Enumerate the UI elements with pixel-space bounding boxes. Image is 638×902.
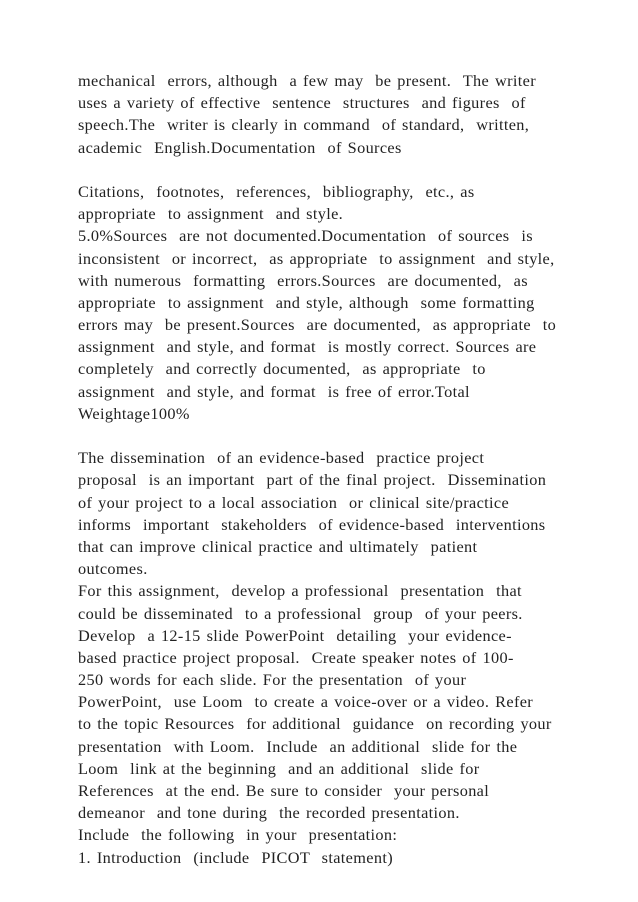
text-line: errors may be present.Sources are documented, as appropriate to — [78, 315, 557, 335]
text-line: with numerous formatting errors.Sources are documented, as — [78, 270, 528, 290]
text-line: mechanical errors, although a few may be present. The writer — [78, 71, 536, 90]
text-line: outcomes. — [78, 559, 148, 579]
text-line: Weightage100% — [78, 403, 190, 423]
text-line: Develop a 12-15 slide PowerPoint detailing your evidence- — [78, 625, 512, 645]
text-line: that can improve clinical practice and ultimately patient — [78, 536, 478, 556]
text-line: appropriate to assignment and style, although some formatting — [78, 292, 535, 312]
paragraph-rubric-documentation — [78, 181, 618, 425]
text-line: academic English.Documentation of Sources — [78, 137, 402, 157]
text-line: proposal is an important part of the final project. Dissemination — [78, 470, 547, 490]
paragraph-gap — [78, 159, 618, 181]
text-line: appropriate to assignment and style. — [78, 204, 344, 224]
paragraph-rubric-mechanics — [78, 70, 618, 159]
document-body — [78, 70, 618, 869]
text-line: assignment and style, and format is mostly correct. Sources are — [78, 337, 537, 357]
text-line: 5.0%Sources are not documented.Documentation of sources is — [78, 226, 533, 246]
text-line: 250 words for each slide. For the presentation of your — [78, 670, 467, 690]
text-line: demeanor and tone during the recorded presentation. — [78, 803, 460, 823]
text-line: Include the following in your presentation: — [78, 825, 398, 845]
text-line: could be disseminated to a professional group of your peers. — [78, 603, 523, 623]
text-line: PowerPoint, use Loom to create a voice-over or a video. Refer — [78, 692, 534, 712]
text-line: of your project to a local association or clinical site/practice — [78, 492, 510, 512]
text-line: Loom link at the beginning and an additional slide for — [78, 758, 480, 778]
text-line: References at the end. Be sure to consider your personal — [78, 781, 490, 800]
text-line: Citations, footnotes, references, bibliography, etc., as — [78, 181, 475, 201]
paragraph-assignment — [78, 447, 618, 869]
text-line: presentation with Loom. Include an additional slide for the — [78, 736, 518, 756]
text-line: uses a variety of effective sentence structures and figures of — [78, 93, 526, 113]
text-line: speech.The writer is clearly in command of standard, written, — [78, 115, 530, 135]
text-line: informs important stakeholders of evidence-based interventions — [78, 514, 546, 534]
text-line: to the topic Resources for additional guidance on recording your — [78, 714, 552, 734]
text-line: 1. Introduction (include PICOT statement) — [78, 847, 393, 867]
text-line: completely and correctly documented, as appropriate to — [78, 359, 486, 379]
text-line: based practice project proposal. Create speaker notes of 100- — [78, 647, 514, 667]
text-line: The dissemination of an evidence-based practice project — [78, 448, 485, 468]
text-line: assignment and style, and format is free of error.Total — [78, 381, 470, 401]
paragraph-gap — [78, 425, 618, 447]
text-line: inconsistent or incorrect, as appropriate to assignment and style, — [78, 248, 555, 268]
text-line: For this assignment, develop a professional presentation that — [78, 581, 522, 601]
